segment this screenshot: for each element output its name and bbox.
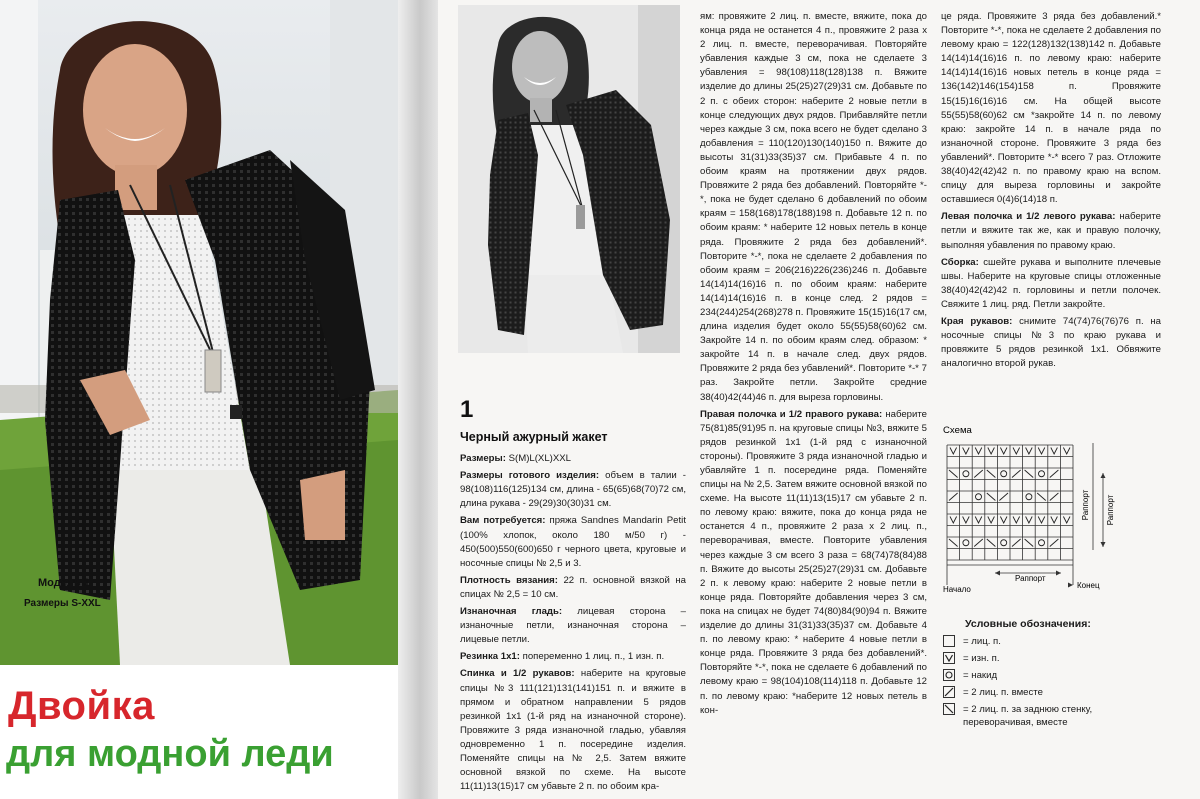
legend-item: = 2 лиц. п. за заднюю стенку, переворачивая, вместе: [943, 703, 1143, 729]
paragraph: Правая полочка и 1/2 правого рукава: наберите 75(81)85(91)95 п. на круговые спицы №3, вяжите 5 рядов резинкой 1x1 (1-й ряд с изнаночной стороны). Провяжите 3 ряда изнаночной гладью и убавляйте 1 п. посередине ряда. Поменяйте спицы на № 2,5. Затем вяжите основной вязкой по схеме. На высоте 11(11)13(15)17 см убавьте 2 п. по левому краю: вяжите, пока до конца ряда не останется 4 п., провяжите 2 раза x 2 лиц. п., переворачивая, вместе. Повторите убавления через каждые 3 см всего 3 раза = 68(74)78(84)88 п. Вяжите до высоты 25(25)27(29)31 см. Добавьте 2 п. к левому краю: наберите 2 новые петли в конце ряда. Повторяйте добавления через 3 см, пока на спицах не будет 74(80)84(90)94 п. Вяжите изделие до длины 31(31)33(35)37 см. Добавьте 4 п. по левому краю: * наберите 4 новые петли в конце ряда. Провяжите 3 ряда без добавлений*. Повторяйте *-*, пока не сделаете 6 добавлений по левому краю = 98(104)108(114)118 п. Добавьте 12 п. по левому краю: *наберите 12 новых петель в кон-: [700, 408, 927, 716]
schema-label-rapport-bottom: Раппорт: [1015, 574, 1046, 583]
text-column-1: [460, 398, 686, 797]
schema-label-start: Начало: [943, 585, 971, 594]
empty-square-icon: [943, 635, 955, 647]
schema-label-end: Конец: [1077, 581, 1100, 590]
item-number: 1: [460, 396, 474, 423]
paragraph: Спинка и 1/2 рукавов: наберите на круговые спицы №3 111(121)131(141)151 п. и вяжите в прямом и обратном направлении 5 рядов резинкой 1x1 (1-й ряд на изнаночной стороне). Провяжите 3 ряда изнаночной гладью, убавляя одновременно 1 п. посередине изделия. Поменяйте спицы на № 2,5. Затем вяжите основной вязкой по схеме. На высоте 11(11)13(15)17 см убавьте 2 п. по обоим кра-: [460, 668, 686, 793]
backslash-square-icon: [943, 703, 955, 715]
bw-model-photo: [458, 5, 680, 353]
woman-in-black-cardigan-photo: [0, 0, 398, 665]
title-line-2: для модной леди: [6, 733, 334, 775]
schema-grid: [943, 425, 1118, 595]
legend-item: = лиц. п.: [943, 635, 1143, 648]
paragraph: Размеры готового изделия: объем в талии - 98(108)116(125)134 см, длина - 65(65)68(70)72 см, длина рукава - 29(29)30(30)31 см.: [460, 470, 686, 510]
page-gutter: [398, 0, 438, 799]
paragraph: Размеры: S(M)L(XL)XXL: [460, 453, 571, 465]
legend-title: Условные обозначения:: [965, 618, 1091, 630]
right-page: [438, 0, 1200, 799]
text-column-2: [700, 10, 927, 721]
knitting-schema: [943, 425, 1118, 595]
paragraph: це ряда. Провяжите 3 ряда без добавлений.* Повторите *-*, пока не сделаете 2 добавления по левому краю = 122(128)132(138)142 п. Добавьте 14(14)14(16)16 п. по левому краю: наберите 14(14)14(16)16 новых петель в конце ряда = 136(142)146(154)158 п. Провяжите 15(15)16(16)16 см. На общей высоте 55(55)58(60)62 см *закройте 14 п. по левому краю: закройте 14 п. в начале ряда по изнаночной стороне. Провяжите 3 ряда без убавлений*. Повторите *-* всего 7 раз. Отложите 38(40)42(42)42 п. по правому краю на вспом. спицу для выреза горловины и закройте оставшиеся 0(4)6(14)18 п.: [941, 11, 1162, 206]
caption-sizes: Размеры S-XXL: [24, 598, 101, 609]
legend-item: = накид: [943, 669, 1143, 682]
paragraph: Вам потребуется: пряжа Sandnes Mandarin Petit (100% хлопок, около 180 м/50 г) - 450(500)550(600)650 г черного цвета, круговые и носочные спицы № 2,5 и 3.: [460, 515, 686, 569]
paragraph: Края рукавов: снимите 74(74)76(76)76 п. на носочные спицы №3 по краю рукава и провяжите 5 рядов резинкой 1x1. Обвяжите аналогично второй рукав.: [941, 315, 1162, 370]
paragraph: Изнаночная гладь: лицевая сторона – изнаночные петли, изнаночная сторона – лицевые петли.: [460, 606, 686, 646]
title-line-1: Двойка: [8, 684, 155, 728]
v-square-icon: [943, 652, 955, 664]
caption-model: Модель 1: [38, 577, 90, 589]
left-page: [0, 0, 420, 799]
schema-title: Схема: [943, 425, 972, 436]
paragraph: Левая полочка и 1/2 левого рукава: наберите петли и вяжите так же, как и правую полочку, выполняя убавления по правому краю.: [941, 211, 1161, 251]
paragraph: Сборка: сшейте рукава и выполните плечевые швы. Наберите на круговые спицы отложенные 38(40)42(42)42 п. горловины и петли полочек. Свяжите 1 лиц. ряд. Петли закройте.: [941, 256, 1161, 310]
paragraph: Резинка 1x1: попеременно 1 лиц. п., 1 изн. п.: [460, 651, 665, 663]
paragraph: ям: провяжите 2 лиц. п. вместе, вяжите, пока до конца ряда не останется 4 п., провяжите 2 раза x 2 лиц. п. вместе, переворачивая. Повторяйте убавления каждые 3 см, пока не сделаете 3 убавления = 98(108)118(128)138 п. Вяжите изделие до длины 25(25)27(29)31 см. Добавьте по 2 п. с обеих сторон: наберите 2 новые петли в конце следующих двух рядов. Прибавляйте петли через каждые 3 см, пока всего не будет сделано 3 добавления = 110(120)130(140)150 п. Вяжите до высоты 31(31)33(35)37 см. Прибавьте 4 п. по обоим краям на протяжении двух рядов. Провяжите 2 ряда без добавлений. Повторяйте *-*, пока не будет сделано 6 добавлений по обоим краям = 158(168)178(188)198 п. Добавьте 12 п. по обоим краям: * наберите 12 новых петель в конце ряда. Провяжите 2 ряда без добавлений*. Повторите *-*, пока не сделаете 2 добавления по обоим краям = 206(216)226(236)246 п. Добавьте 14(14)14(16)16 п. по обоим краям: наберите 14(14)14(16)16 п. в конце след. 2 рядов = 234(244)254(268)278 п. Провяжите 15(15)16(17 см, длина изделия будет около 55(55)58(60)62 см. Закройте 14 п. по обоим краям след. образом: * закройте 14 п. в начале след. двух рядов. Провяжите 2 ряда без убавлений*. Повторите *-* 7 раз. Закройте петли. Закройте средние 38(40)42(44)46 п. для выреза горловины.: [700, 11, 927, 403]
model-photo: [0, 0, 398, 665]
text-column-3: [941, 10, 1161, 374]
bw-woman-photo-icon: [458, 5, 680, 353]
legend-item: = 2 лиц. п. вместе: [943, 686, 1143, 699]
slash-square-icon: [943, 686, 955, 698]
item-title: Черный ажурный жакет: [460, 430, 608, 444]
schema-label-rapport-side-2: Раппорт: [1106, 494, 1115, 526]
circle-square-icon: [943, 669, 955, 681]
paragraph: Плотность вязания: 22 п. основной вязкой на спицах № 2,5 = 10 см.: [460, 574, 686, 600]
schema-label-rapport-side: Раппорт: [1081, 489, 1090, 521]
legend: [943, 618, 1143, 733]
legend-item: = изн. п.: [943, 652, 1143, 665]
